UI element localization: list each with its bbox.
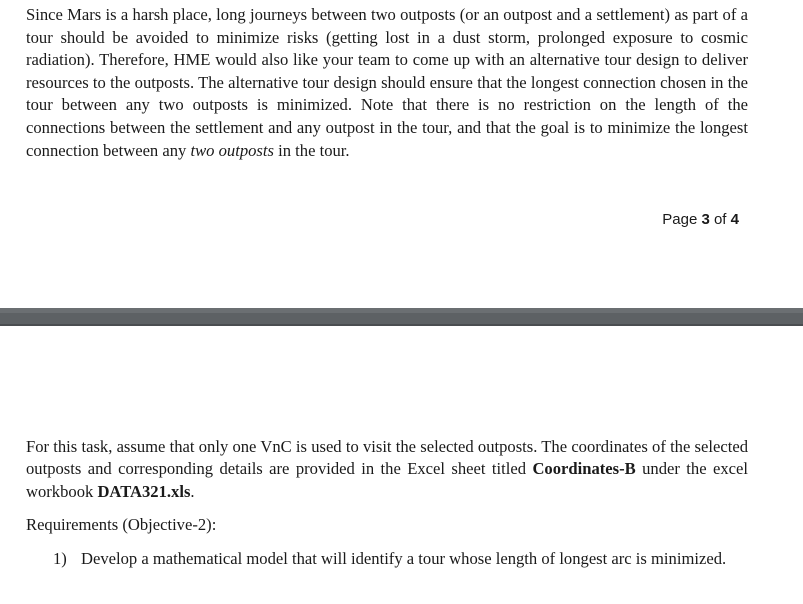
page-number-label: Page: [662, 211, 702, 228]
paragraph-text: Since Mars is a harsh place, long journeys between two outposts (or an outpost and a settlement) as part of a tour should be avoided to minimize risks (getting lost in a dust storm, prolonged exposure to cosmic radiation). Therefore, HME would also like your team to come up with an alternative tour design to deliver resources to the outposts. The alternative tour design should ensure that the longest connection chosen in the tour between any two outposts is minimized. Note that there is no restriction on the length of the connections between the settlement and any outpost in the tour, and that the goal is to minimize the longest connection between any: [26, 5, 748, 160]
paragraph-alternative-tour: [26, 4, 748, 162]
page-number: [662, 211, 739, 228]
page-number-total: 4: [730, 211, 739, 228]
requirement-text: Develop a mathematical model that will identify a tour whose length of longest arc is minimized.: [81, 549, 727, 568]
workbook-name: DATA321.xls: [97, 481, 191, 501]
paragraph-text-end: .: [190, 481, 195, 501]
paragraph-task-assumption: [26, 436, 748, 503]
requirements-heading: Requirements (Objective-2):: [26, 515, 217, 534]
requirement-number: 1): [53, 549, 67, 568]
document-page-4: [0, 326, 803, 604]
paragraph-text-end: in the tour.: [273, 140, 350, 160]
sheet-name: Coordinates-B: [532, 459, 636, 479]
page-number-current: 3: [701, 211, 710, 228]
page-number-of: of: [709, 211, 731, 228]
paragraph-text-mid: under the excel workbook: [26, 459, 748, 501]
requirement-item-1: [53, 548, 748, 570]
page-separator: [0, 308, 803, 326]
paragraph-text: For this task, assume that only one VnC is used to visit the selected outposts. The coordinates of the selected outposts and corresponding details are provided in the Excel sheet titled: [26, 437, 748, 479]
emphasis-two-outposts: two outposts: [190, 140, 274, 160]
